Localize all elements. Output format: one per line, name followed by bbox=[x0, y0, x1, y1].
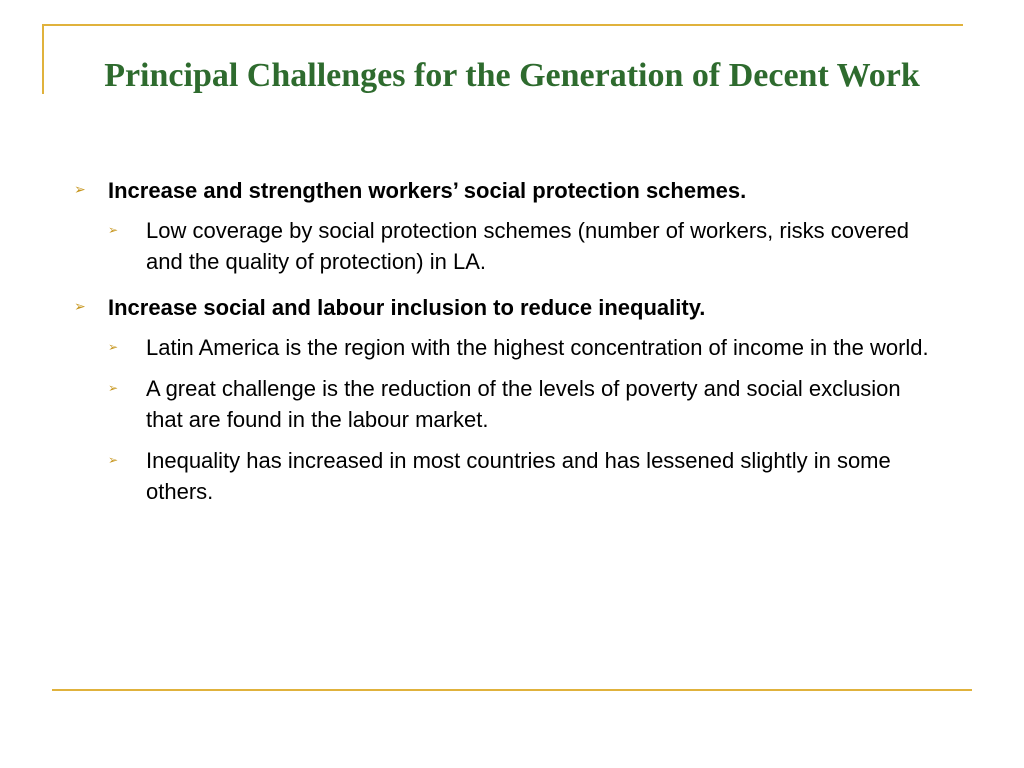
arrow-bullet-icon: ➢ bbox=[108, 453, 119, 467]
sub-bullet-text: A great challenge is the reduction of the levels of poverty and social exclusion that are found in the labour market. bbox=[146, 376, 901, 432]
bullet-text: Increase and strengthen workers’ social protection schemes. bbox=[108, 178, 747, 203]
arrow-bullet-icon: ➢ bbox=[74, 182, 86, 198]
arrow-bullet-icon: ➢ bbox=[108, 340, 119, 354]
arrow-bullet-icon: ➢ bbox=[108, 381, 119, 395]
sub-bullet-text: Latin America is the region with the highest concentration of income in the world. bbox=[146, 335, 929, 360]
bullet-list bbox=[72, 174, 932, 517]
frame-left-rule bbox=[42, 24, 44, 94]
sub-bullet-point bbox=[108, 373, 932, 435]
sub-bullet-text: Low coverage by social protection schemes (number of workers, risks covered and the quality of protection) in LA. bbox=[146, 218, 909, 274]
sub-bullet-point bbox=[108, 332, 932, 363]
bullet-point bbox=[72, 174, 932, 207]
sub-bullet-point bbox=[108, 445, 932, 507]
slide-title: Principal Challenges for the Generation of Decent Work bbox=[104, 57, 920, 94]
bullet-point bbox=[72, 291, 932, 324]
frame-top-rule bbox=[42, 24, 963, 26]
frame-bottom-rule bbox=[52, 689, 972, 691]
sub-bullet-point bbox=[108, 215, 932, 277]
arrow-bullet-icon: ➢ bbox=[108, 223, 119, 237]
bullet-text: Increase social and labour inclusion to reduce inequality. bbox=[108, 295, 706, 320]
sub-bullet-text: Inequality has increased in most countries and has lessened slightly in some others. bbox=[146, 448, 891, 504]
arrow-bullet-icon: ➢ bbox=[74, 299, 86, 315]
